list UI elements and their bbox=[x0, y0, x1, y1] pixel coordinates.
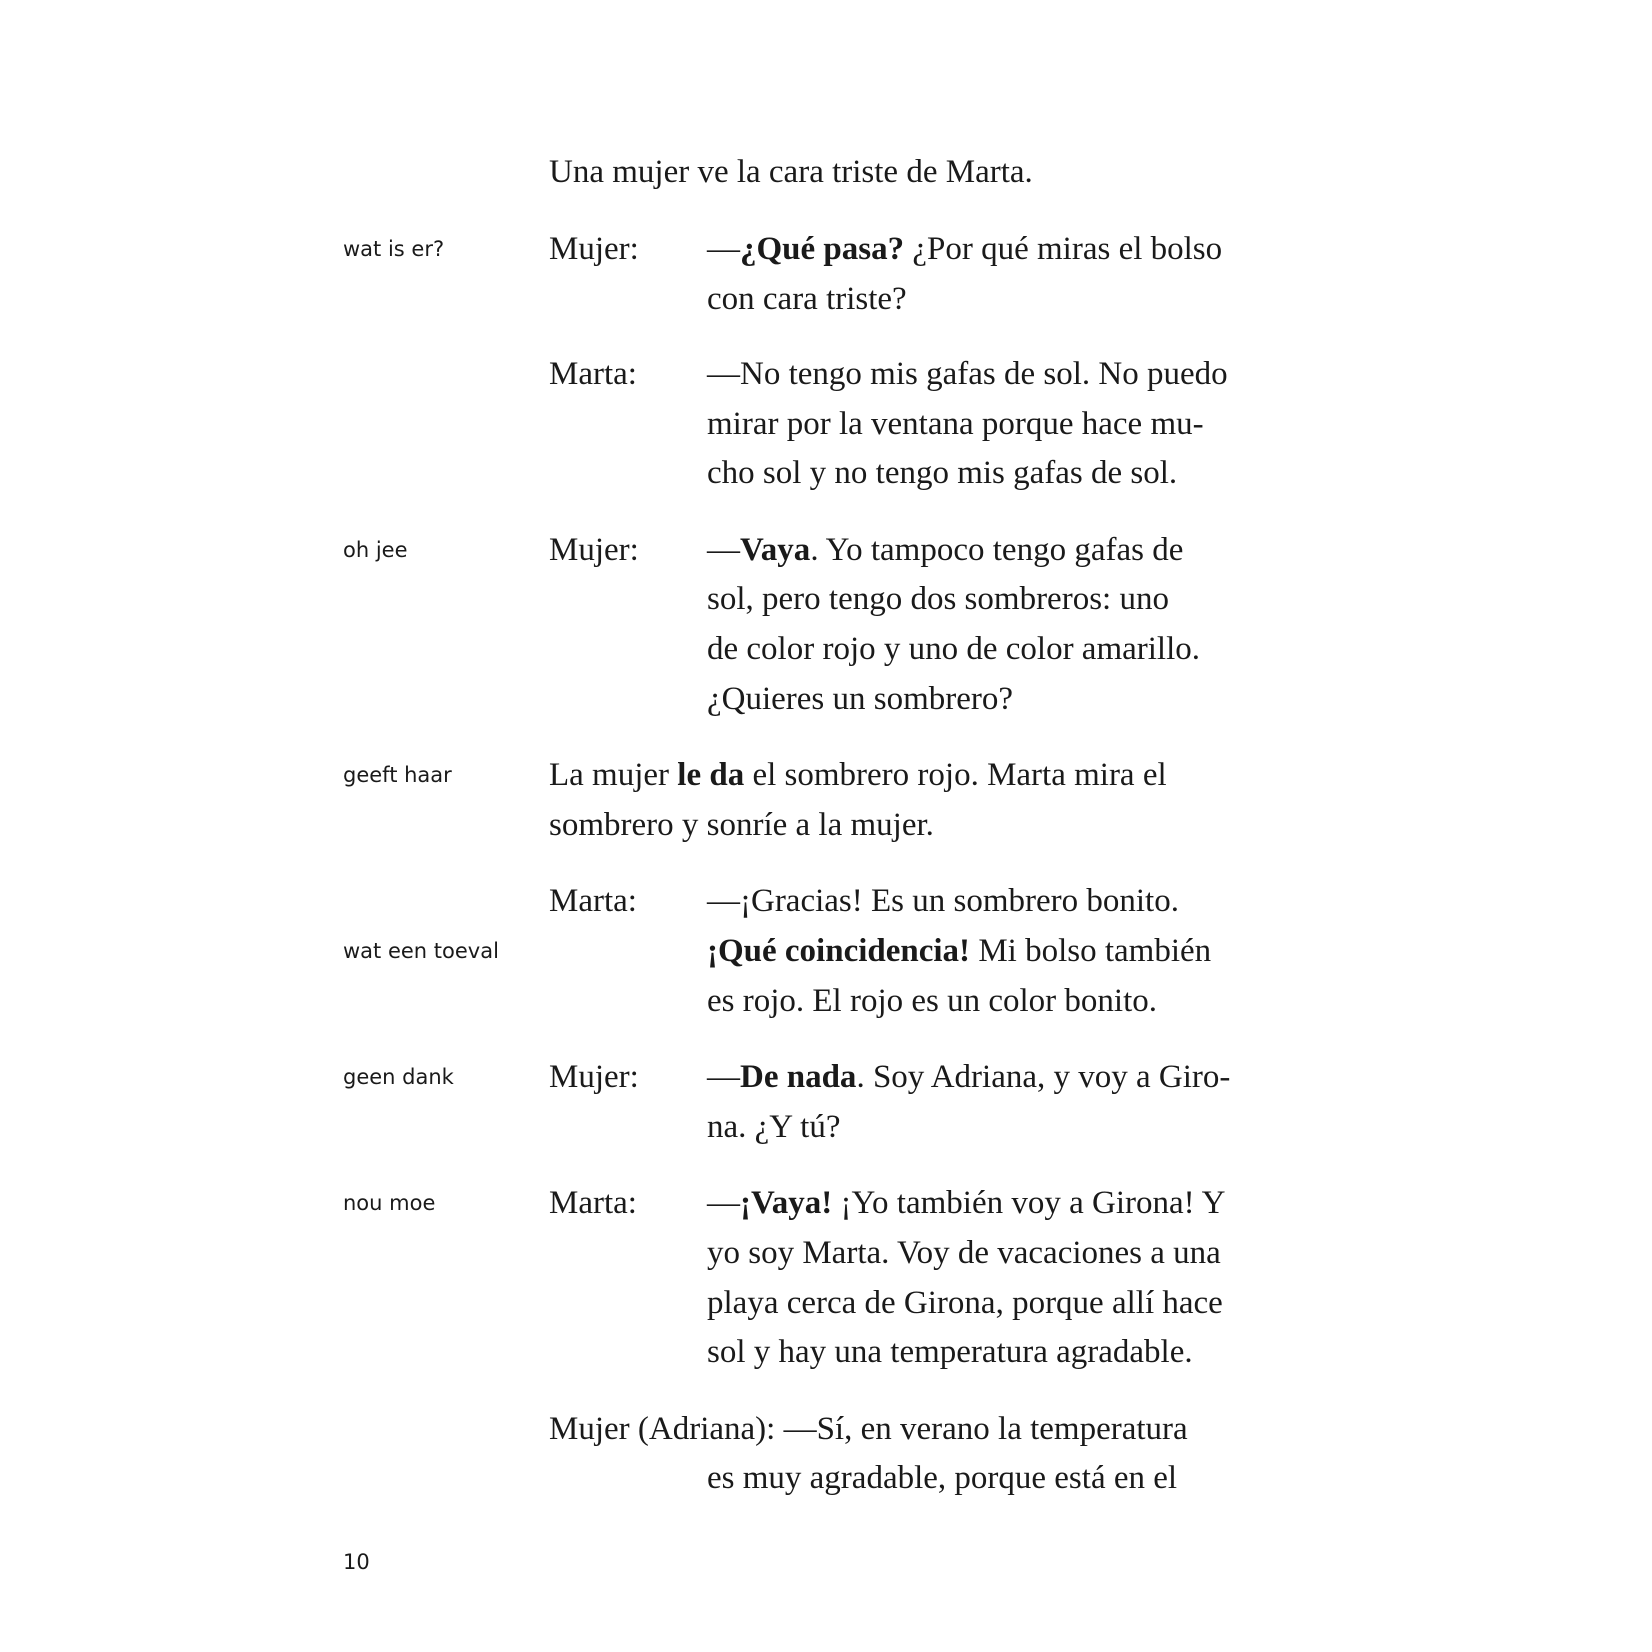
dash: — bbox=[707, 231, 740, 267]
dialogue-text: ¿Por qué miras el bolso bbox=[904, 231, 1223, 267]
bold-phrase: le da bbox=[677, 757, 745, 793]
dialogue-line: —No tengo mis gafas de sol. No puedo bbox=[707, 356, 1228, 392]
dialogue-line: es muy agradable, porque está en el bbox=[707, 1460, 1178, 1496]
bold-phrase: ¿Qué pasa? bbox=[740, 231, 905, 267]
bold-phrase: De nada bbox=[740, 1059, 857, 1095]
bold-phrase: ¡Vaya! bbox=[740, 1185, 833, 1221]
margin-gloss: wat is er? bbox=[343, 237, 445, 261]
speaker-label: Marta: bbox=[549, 883, 637, 919]
dialogue-line: con cara triste? bbox=[707, 281, 907, 317]
dialogue-line: ¿Quieres un sombrero? bbox=[707, 681, 1014, 717]
dialogue-line: sol, pero tengo dos sombreros: uno bbox=[707, 581, 1169, 617]
margin-gloss: oh jee bbox=[343, 538, 408, 562]
bold-phrase: ¡Qué coincidencia! bbox=[707, 933, 971, 969]
narration-text: el sombrero rojo. Marta mira el bbox=[744, 757, 1167, 793]
dialogue-line: es rojo. El rojo es un color bonito. bbox=[707, 983, 1158, 1019]
dash: — bbox=[707, 1185, 740, 1221]
bold-phrase: Vaya bbox=[740, 532, 811, 568]
dialogue-text: . Soy Adriana, y voy a Giro- bbox=[856, 1059, 1231, 1095]
dialogue-text: Mi bolso también bbox=[970, 933, 1212, 969]
dialogue-line bbox=[707, 1057, 1230, 1097]
margin-gloss: nou moe bbox=[343, 1191, 436, 1215]
dialogue-line: sol y hay una temperatura agradable. bbox=[707, 1334, 1193, 1370]
dialogue-line: playa cerca de Girona, porque allí hace bbox=[707, 1285, 1223, 1321]
speaker-label: Mujer: bbox=[549, 231, 639, 267]
dialogue-line: na. ¿Y tú? bbox=[707, 1109, 841, 1145]
dialogue-line bbox=[707, 931, 1211, 971]
dialogue-line: Mujer (Adriana): —Sí, en verano la temperatura bbox=[549, 1411, 1188, 1447]
dialogue-line: de color rojo y uno de color amarillo. bbox=[707, 631, 1201, 667]
narration-text: La mujer bbox=[549, 757, 678, 793]
dialogue-line: mirar por la ventana porque hace mu- bbox=[707, 406, 1204, 442]
speaker-label: Mujer: bbox=[549, 532, 639, 568]
page-number: 10 bbox=[343, 1550, 370, 1574]
dialogue-text: ¡Yo también voy a Girona! Y bbox=[832, 1185, 1226, 1221]
margin-gloss: geeft haar bbox=[343, 763, 452, 787]
dialogue-line bbox=[707, 229, 1222, 269]
dash: — bbox=[707, 532, 740, 568]
margin-gloss: geen dank bbox=[343, 1065, 454, 1089]
narration-line bbox=[549, 755, 1167, 795]
dialogue-line bbox=[707, 530, 1183, 570]
speaker-label: Marta: bbox=[549, 356, 637, 392]
margin-gloss: wat een toeval bbox=[343, 939, 499, 963]
dialogue-line: yo soy Marta. Voy de vacaciones a una bbox=[707, 1235, 1221, 1271]
dialogue-line: —¡Gracias! Es un sombrero bonito. bbox=[707, 883, 1179, 919]
speaker-label: Mujer: bbox=[549, 1059, 639, 1095]
narration-line: sombrero y sonríe a la mujer. bbox=[549, 807, 934, 843]
dialogue-line: cho sol y no tengo mis gafas de sol. bbox=[707, 455, 1178, 491]
narration-line: Una mujer ve la cara triste de Marta. bbox=[549, 154, 1033, 190]
dialogue-text: . Yo tampoco tengo gafas de bbox=[810, 532, 1184, 568]
dash: — bbox=[707, 1059, 740, 1095]
dialogue-line bbox=[707, 1183, 1225, 1223]
speaker-label: Marta: bbox=[549, 1185, 637, 1221]
